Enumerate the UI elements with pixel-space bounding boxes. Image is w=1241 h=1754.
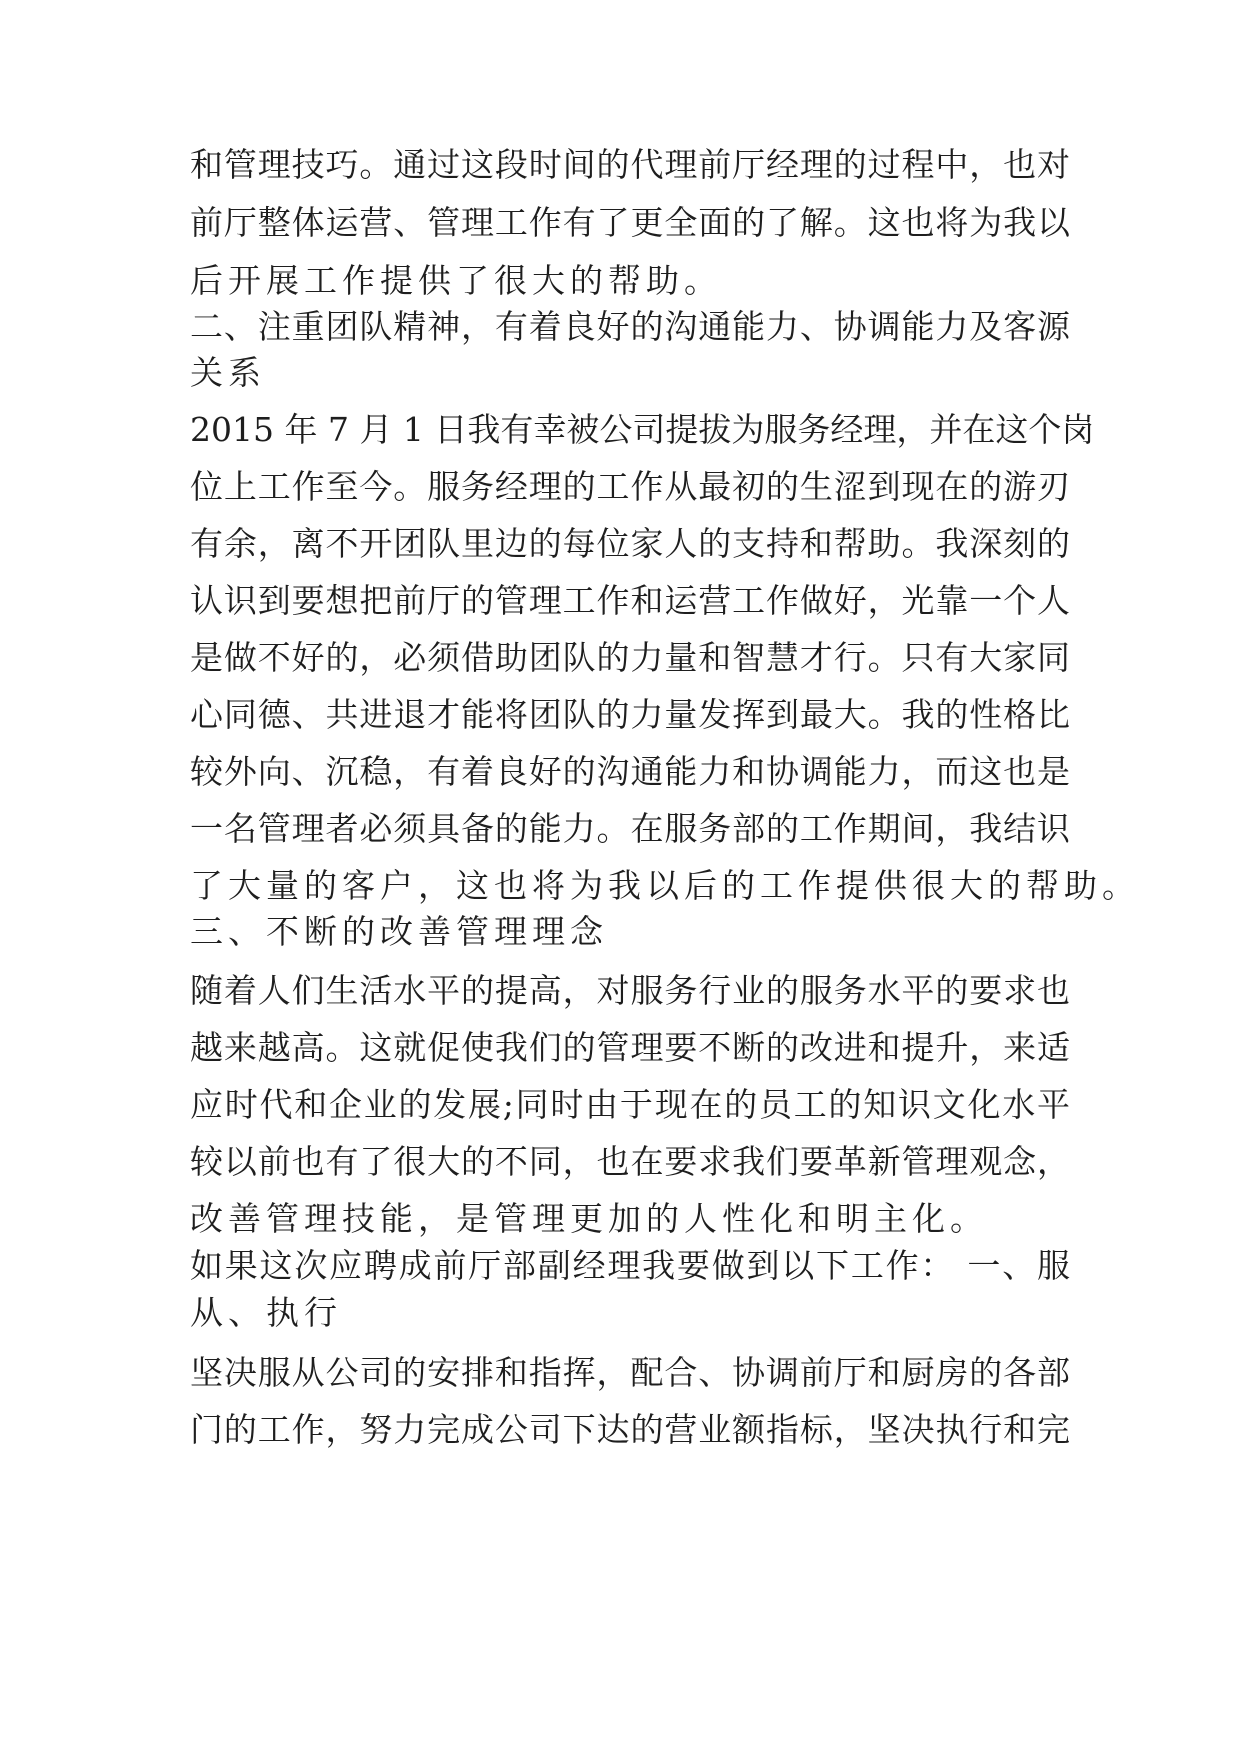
- body-line: 越来越高。这就促使我们的管理要不断的改进和提升，来适: [190, 1028, 1070, 1067]
- body-line: 随着人们生活水平的提高，对服务行业的服务水平的要求也: [190, 971, 1070, 1010]
- body-line: 后开展工作提供了很大的帮助。: [190, 261, 722, 300]
- body-line: 坚决服从公司的安排和指挥，配合、协调前厅和厨房的各部: [190, 1353, 1070, 1392]
- body-line: 认识到要想把前厅的管理工作和运营工作做好，光靠一个人: [190, 581, 1070, 620]
- body-line: 位上工作至今。服务经理的工作从最初的生涩到现在的游刃: [190, 467, 1070, 506]
- body-line: 心同德、共进退才能将团队的力量发挥到最大。我的性格比: [190, 695, 1070, 734]
- body-line: 门的工作，努力完成公司下达的营业额指标，坚决执行和完: [190, 1410, 1070, 1449]
- body-line: 较以前也有了很大的不同，也在要求我们要革新管理观念，: [190, 1142, 1070, 1181]
- body-line: 一名管理者必须具备的能力。在服务部的工作期间，我结识: [190, 809, 1070, 848]
- section-heading-continued: 关系: [190, 353, 266, 392]
- body-line: 有余，离不开团队里边的每位家人的支持和帮助。我深刻的: [190, 524, 1070, 563]
- body-line: 改善管理技能，是管理更加的人性化和明主化。: [190, 1199, 988, 1238]
- body-line: 前厅整体运营、管理工作有了更全面的了解。这也将为我以: [190, 203, 1070, 242]
- section-heading: 二、注重团队精神，有着良好的沟通能力、协调能力及客源: [190, 307, 1070, 346]
- section-heading: 三、不断的改善管理理念: [190, 912, 608, 951]
- body-line: 较外向、沉稳，有着良好的沟通能力和协调能力，而这也是: [190, 752, 1070, 791]
- body-line: 从、执行: [190, 1293, 342, 1332]
- body-line: 应时代和企业的发展;同时由于现在的员工的知识文化水平: [190, 1085, 1070, 1124]
- body-line: 了大量的客户，这也将为我以后的工作提供很大的帮助。: [190, 866, 1140, 905]
- body-line: 2015 年 7 月 1 日我有幸被公司提拔为服务经理，并在这个岗: [190, 410, 1095, 449]
- body-line: 是做不好的，必须借助团队的力量和智慧才行。只有大家同: [190, 638, 1070, 677]
- body-line: 如果这次应聘成前厅部副经理我要做到以下工作： 一、服: [190, 1246, 1070, 1285]
- body-line: 和管理技巧。通过这段时间的代理前厅经理的过程中，也对: [190, 145, 1070, 184]
